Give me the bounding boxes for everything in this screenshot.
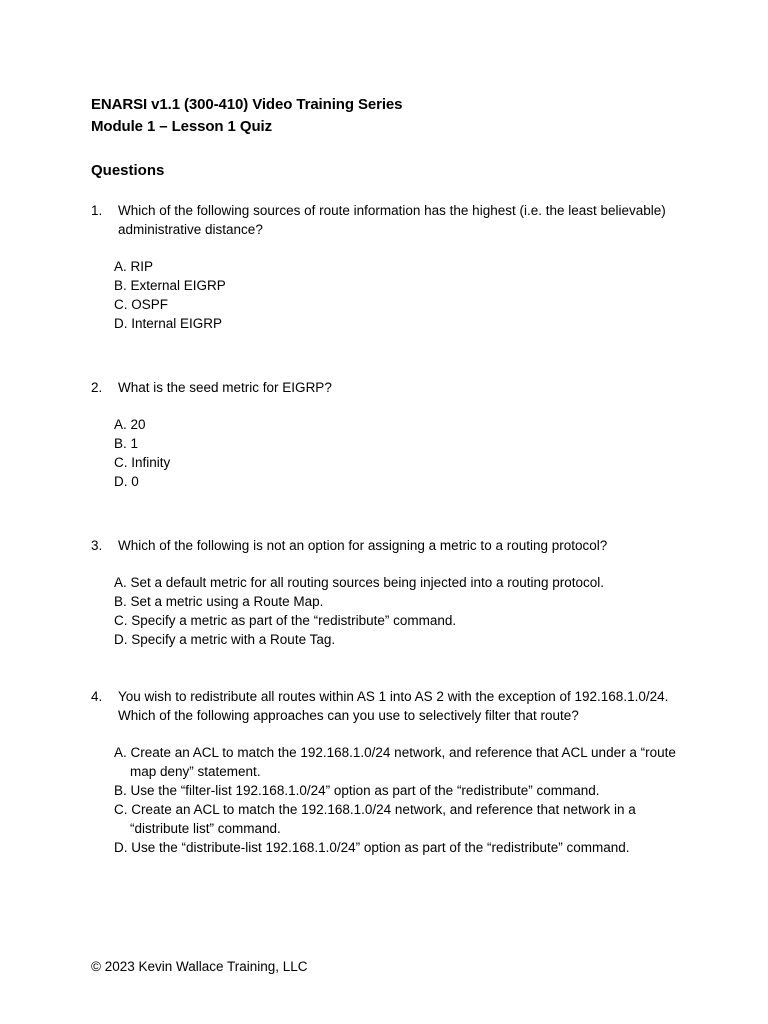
question-text: What is the seed metric for EIGRP? <box>118 380 332 395</box>
question-text: Which of the following sources of route information has the highest (i.e. the least believable) administrative distance? <box>118 203 666 237</box>
answer-option-c: C. OSPF <box>114 297 169 312</box>
document-title: ENARSI v1.1 (300-410) Video Training Series <box>91 96 403 113</box>
answer-options <box>114 415 684 491</box>
answer-option-a: A. RIP <box>114 259 154 274</box>
copyright-footer: © 2023 Kevin Wallace Training, LLC <box>91 959 308 974</box>
answer-options <box>114 573 684 649</box>
question-2 <box>91 378 691 491</box>
question-number: 1. <box>91 203 103 218</box>
answer-option-d: D. Use the “distribute-list 192.168.1.0/24” option as part of the “redistribute” command. <box>114 840 630 855</box>
answer-option-b: B. External EIGRP <box>114 278 226 293</box>
answer-options <box>114 743 684 857</box>
answer-option-a: A. 20 <box>114 417 146 432</box>
question-number: 3. <box>91 538 103 553</box>
question-4 <box>91 687 691 857</box>
answer-option-b: B. Use the “filter-list 192.168.1.0/24” option as part of the “redistribute” command. <box>114 783 600 798</box>
answer-option-b: B. Set a metric using a Route Map. <box>114 594 324 609</box>
document-subtitle: Module 1 – Lesson 1 Quiz <box>91 118 272 135</box>
question-text: Which of the following is not an option for assigning a metric to a routing protocol? <box>118 538 608 553</box>
question-number: 4. <box>91 689 103 704</box>
answer-option-c: C. Create an ACL to match the 192.168.1.0/24 network, and reference that network in a “distribute list” command. <box>114 802 636 836</box>
answer-option-a: A. Create an ACL to match the 192.168.1.0/24 network, and reference that ACL under a “route map deny” statement. <box>114 745 676 779</box>
answer-option-a: A. Set a default metric for all routing sources being injected into a routing protocol. <box>114 575 605 590</box>
answer-option-c: C. Infinity <box>114 455 171 470</box>
answer-option-d: D. Specify a metric with a Route Tag. <box>114 632 336 647</box>
question-1 <box>91 201 691 333</box>
question-text: You wish to redistribute all routes within AS 1 into AS 2 with the exception of 192.168.1.0/24. Which of the following approaches can you use to selectively filter that route? <box>118 689 669 723</box>
answer-option-b: B. 1 <box>114 436 139 451</box>
question-number: 2. <box>91 380 103 395</box>
answer-option-d: D. Internal EIGRP <box>114 316 223 331</box>
answer-option-d: D. 0 <box>114 474 139 489</box>
questions-heading: Questions <box>91 162 165 179</box>
question-3 <box>91 536 691 649</box>
answer-option-c: C. Specify a metric as part of the “redistribute” command. <box>114 613 457 628</box>
answer-options <box>114 257 684 333</box>
